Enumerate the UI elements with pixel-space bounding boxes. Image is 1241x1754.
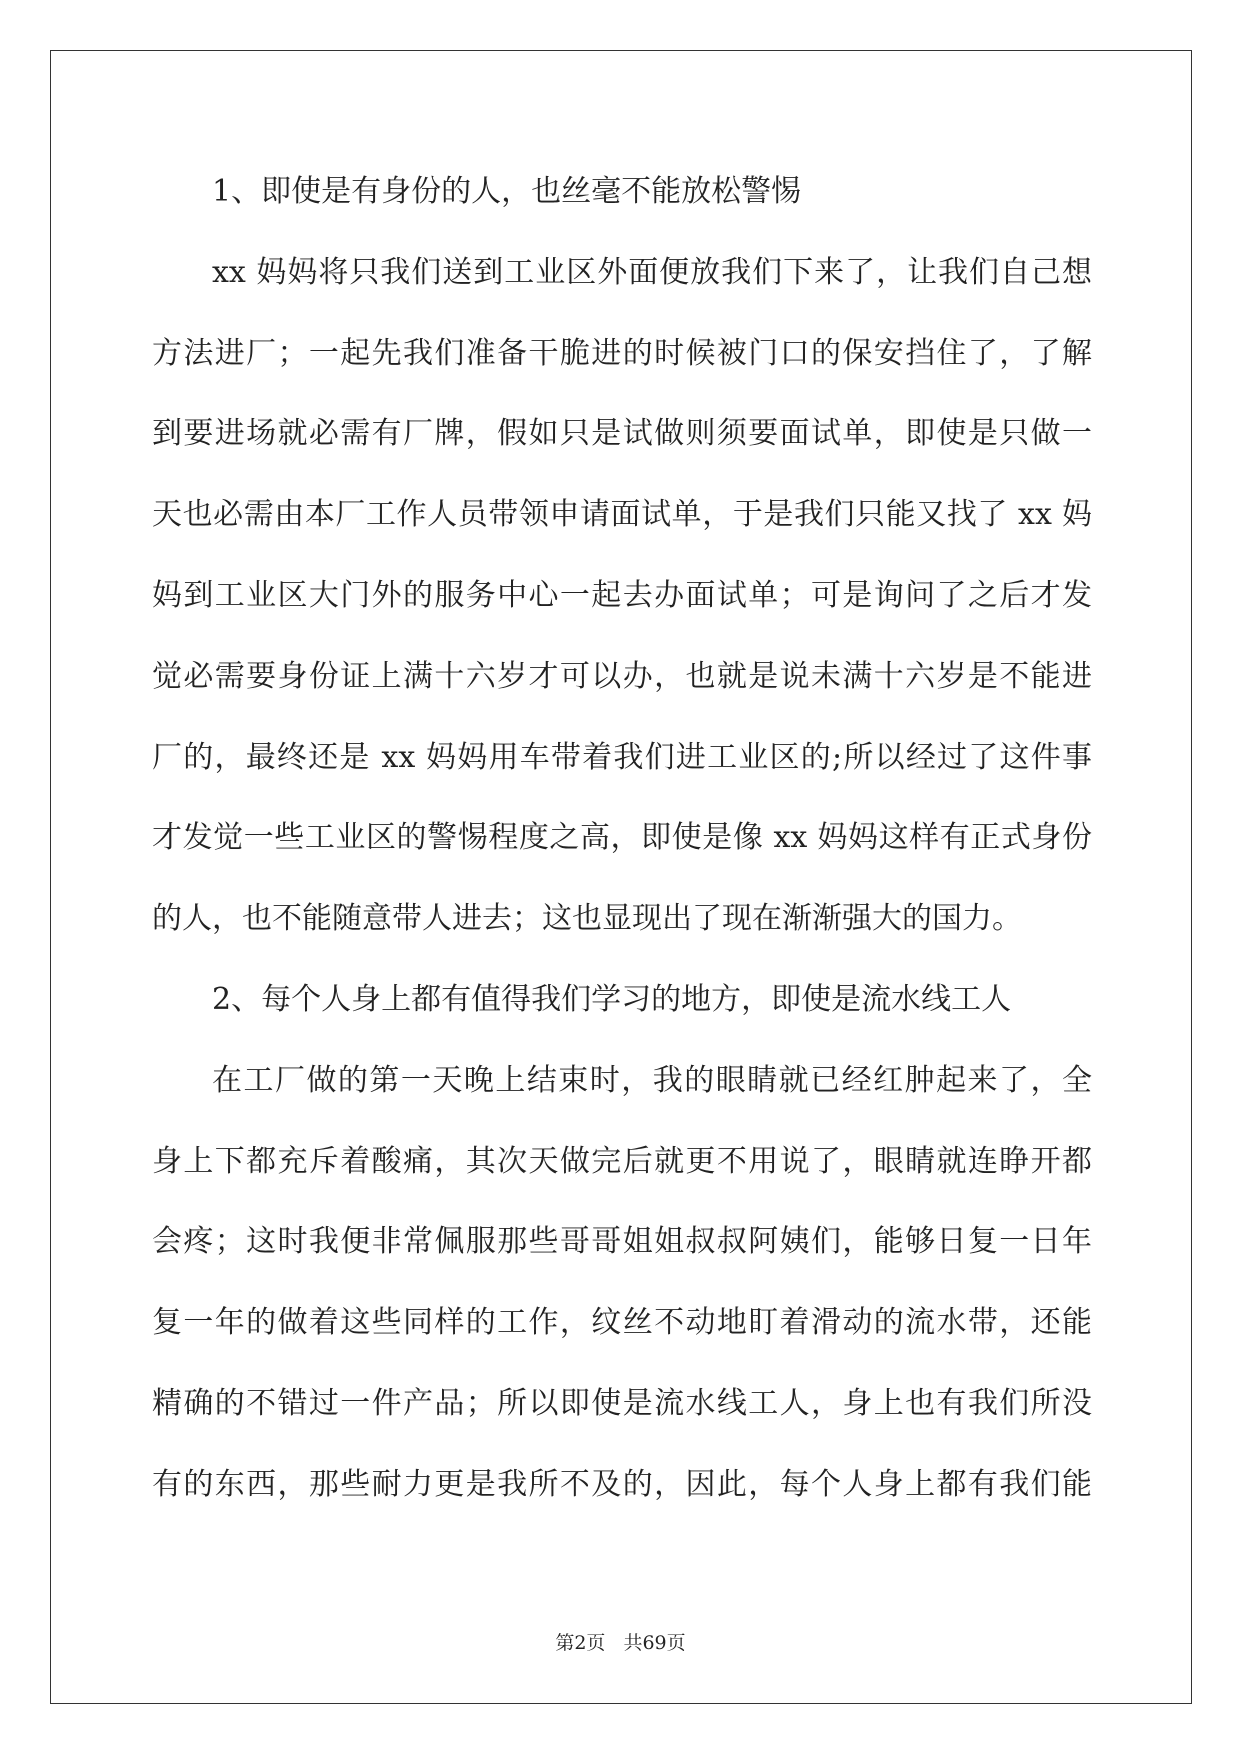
page-number-current: 第2页 — [555, 1632, 606, 1654]
document-body — [152, 152, 1092, 1526]
page-footer — [0, 1628, 1241, 1655]
text-line: 精确的不错过一件产品；所以即使是流水线工人，身上也有我们所没 — [152, 1385, 1092, 1421]
text-line: 身上下都充斥着酸痛，其次天做完后就更不用说了，眼睛就连睁开都 — [152, 1143, 1092, 1179]
text-line: 2、每个人身上都有值得我们学习的地方，即使是流水线工人 — [212, 981, 1012, 1017]
text-line: 会疼；这时我便非常佩服那些哥哥姐姐叔叔阿姨们，能够日复一日年 — [152, 1224, 1092, 1260]
text-line: xx 妈妈将只我们送到工业区外面便放我们下来了，让我们自己想 — [212, 254, 1092, 290]
text-line: 到要进场就必需有厂牌，假如只是试做则须要面试单，即使是只做一 — [152, 416, 1092, 452]
text-line: 厂的，最终还是 xx 妈妈用车带着我们进工业区的;所以经过了这件事 — [152, 739, 1092, 775]
page-number-total: 共69页 — [623, 1632, 686, 1654]
text-line: 方法进厂；一起先我们准备干脆进的时候被门口的保安挡住了，了解 — [152, 335, 1092, 371]
text-line: 觉必需要身份证上满十六岁才可以办，也就是说未满十六岁是不能进 — [152, 658, 1092, 694]
text-line: 在工厂做的第一天晚上结束时，我的眼睛就已经红肿起来了，全 — [212, 1062, 1092, 1098]
text-line: 1、即使是有身份的人，也丝毫不能放松警惕 — [212, 174, 802, 209]
text-line: 才发觉一些工业区的警惕程度之高，即使是像 xx 妈妈这样有正式身份 — [152, 820, 1092, 856]
text-line: 的人，也不能随意带人进去；这也显现出了现在渐渐强大的国力。 — [152, 901, 1022, 937]
text-line: 天也必需由本厂工作人员带领申请面试单，于是我们只能又找了 xx 妈 — [152, 497, 1092, 533]
text-line: 妈到工业区大门外的服务中心一起去办面试单；可是询问了之后才发 — [152, 577, 1092, 613]
text-line: 有的东西，那些耐力更是我所不及的，因此，每个人身上都有我们能 — [152, 1466, 1092, 1502]
text-line: 复一年的做着这些同样的工作，纹丝不动地盯着滑动的流水带，还能 — [152, 1305, 1092, 1341]
